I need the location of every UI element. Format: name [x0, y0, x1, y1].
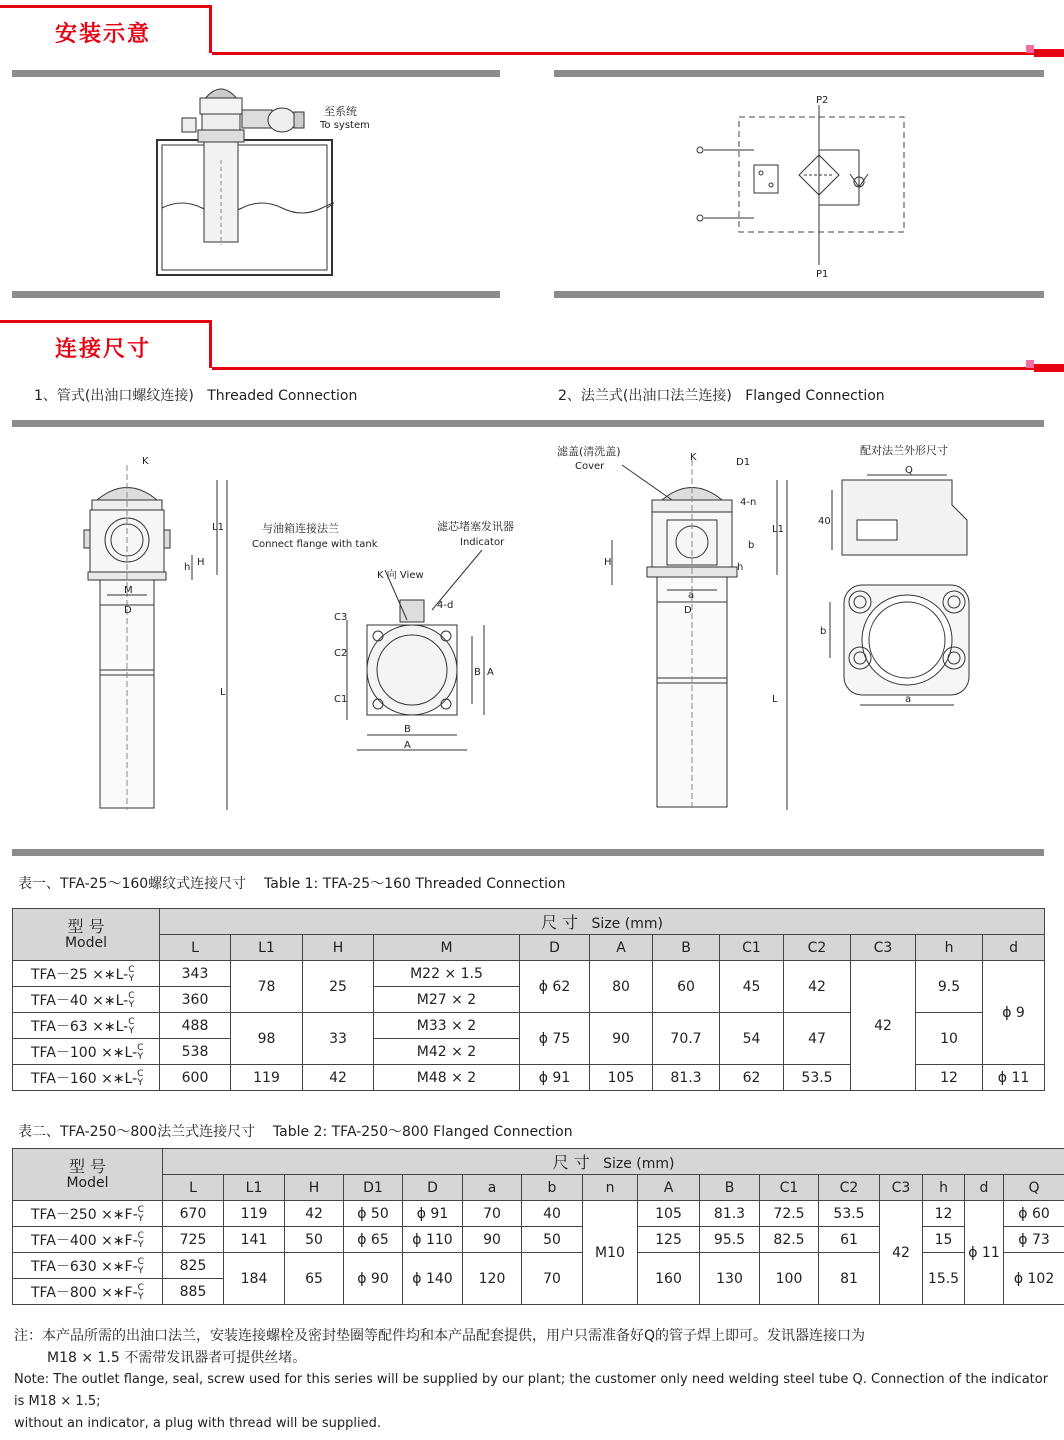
cell-D: ϕ 62 — [520, 961, 590, 1013]
cell-D1: ϕ 50 — [344, 1201, 403, 1227]
cell-d: ϕ 11 — [983, 1065, 1045, 1091]
cell-h: 12 — [923, 1201, 965, 1227]
cell-M: M42 × 2 — [374, 1039, 520, 1065]
cell-D: ϕ 91 — [403, 1201, 463, 1227]
cell-D: ϕ 75 — [520, 1013, 590, 1065]
c2-label: C2 — [334, 648, 348, 659]
cell-a: 120 — [463, 1253, 522, 1305]
section-marker-bar — [1034, 364, 1064, 372]
cell-L: 538 — [160, 1039, 231, 1065]
col-header: h — [923, 1175, 965, 1201]
cover-en: Cover — [575, 461, 605, 472]
cell-B: 81.3 — [700, 1201, 760, 1227]
model-header — [13, 1149, 163, 1201]
cell-h: 12 — [916, 1065, 983, 1091]
filter-schematic-drawing — [554, 70, 1044, 298]
note-cn-line2: M18 × 1.5 不需带发讯器者可提供丝堵。 — [47, 1350, 307, 1366]
model-cell: TFA－400 ×∗F-C Y — [13, 1227, 163, 1253]
cell-C2: 81 — [819, 1253, 880, 1305]
cell-h: 15 — [923, 1227, 965, 1253]
cell-C2: 53.5 — [819, 1201, 880, 1227]
cell-H: 65 — [285, 1253, 344, 1305]
size-header — [160, 909, 1045, 935]
b-side-label: B — [474, 667, 481, 678]
col-header: h — [916, 935, 983, 961]
cell-L: 825 — [163, 1253, 224, 1279]
flanged-caption-cn: 2、法兰式(出油口法兰连接) — [558, 388, 732, 404]
section-header-dims — [0, 320, 1064, 372]
col-header: C3 — [851, 935, 916, 961]
a-label: A — [404, 740, 411, 751]
cell-C3: 42 — [880, 1201, 923, 1305]
cell-B: 95.5 — [700, 1227, 760, 1253]
four-d-label: 4-d — [437, 600, 454, 611]
model-cell: TFA－800 ×∗F-C Y — [13, 1279, 163, 1305]
cell-n: M10 — [583, 1201, 638, 1305]
cell-D: ϕ 110 — [403, 1227, 463, 1253]
table2-caption-cn: 表二、TFA-250～800法兰式连接尺寸 — [18, 1124, 256, 1140]
k-view-label: K 向 View — [377, 570, 424, 581]
cell-h: 15.5 — [923, 1253, 965, 1305]
col-header: H — [285, 1175, 344, 1201]
col-header: C3 — [880, 1175, 923, 1201]
threaded-caption-cn: 1、管式(出油口螺纹连接) — [34, 388, 194, 404]
cell-L: 600 — [160, 1065, 231, 1091]
model-cell: TFA－100 ×∗L-C Y — [13, 1039, 160, 1065]
note-en-line1: Note: The outlet flange, seal, screw used for this series will be supplied by our plant; the customer only need welding steel tube Q. Connection of the indicator is M18 × 1.5; — [14, 1372, 1049, 1409]
flanged-d-label: D — [684, 605, 692, 616]
b-label: B — [404, 724, 411, 735]
cell-L: 725 — [163, 1227, 224, 1253]
size-header — [163, 1149, 1064, 1175]
model-header-en: Model — [66, 1174, 109, 1191]
threaded-k-label: K — [142, 456, 149, 467]
threaded-caption — [34, 385, 357, 405]
cell-C1: 100 — [760, 1253, 819, 1305]
q-label: Q — [905, 465, 913, 476]
cell-L: 488 — [160, 1013, 231, 1039]
model-cell: TFA－40 ×∗L-C Y — [13, 987, 160, 1013]
cell-C2: 42 — [784, 961, 851, 1013]
col-header: A — [590, 935, 653, 961]
col-header: n — [583, 1175, 638, 1201]
col-header: C2 — [819, 1175, 880, 1201]
col-header: d — [965, 1175, 1004, 1201]
to-system-cn: 至系统 — [324, 105, 357, 118]
c1-label: C1 — [334, 694, 348, 705]
cell-C1: 72.5 — [760, 1201, 819, 1227]
flanged-l-label: L — [772, 694, 778, 705]
cell-L: 885 — [163, 1279, 224, 1305]
cell-L1: 141 — [224, 1227, 285, 1253]
col-header: C1 — [760, 1175, 819, 1201]
size-header-en: Size (mm) — [591, 916, 663, 932]
col-header: d — [983, 935, 1045, 961]
note-block — [14, 1325, 1054, 1435]
cell-h: 9.5 — [916, 961, 983, 1013]
col-header: L — [160, 935, 231, 961]
threaded-h-label: H — [197, 557, 205, 568]
cell-M: M33 × 2 — [374, 1013, 520, 1039]
cell-A: 125 — [638, 1227, 700, 1253]
cell-C2: 53.5 — [784, 1065, 851, 1091]
table2-caption-en: Table 2: TFA-250～800 Flanged Connection — [272, 1124, 573, 1140]
tank-flange-en: Connect flange with tank — [252, 539, 378, 550]
c3-label: C3 — [334, 612, 348, 623]
section-rule — [212, 367, 1064, 370]
flanged-a-label: a — [688, 590, 695, 601]
dimension-drawings-panel — [12, 420, 1044, 856]
section-title-dims: 连接尺寸 — [55, 337, 152, 362]
flanged-caption-en: Flanged Connection — [745, 388, 885, 404]
install-diagram-panel — [12, 70, 500, 298]
d1-label: D1 — [736, 457, 751, 468]
cell-A: 80 — [590, 961, 653, 1013]
cell-M: M27 × 2 — [374, 987, 520, 1013]
model-cell: TFA－160 ×∗L-C Y — [13, 1065, 160, 1091]
cell-D: ϕ 91 — [520, 1065, 590, 1091]
table-row — [13, 1201, 1064, 1227]
col-header: L1 — [224, 1175, 285, 1201]
cell-d: ϕ 9 — [983, 961, 1045, 1065]
col-header: H — [303, 935, 374, 961]
threaded-l1-label: L1 — [212, 522, 224, 533]
cell-H: 42 — [303, 1065, 374, 1091]
section-marker-bar — [1034, 49, 1064, 57]
cell-C1: 45 — [720, 961, 784, 1013]
model-cell: TFA－630 ×∗F-C Y — [13, 1253, 163, 1279]
dimension-drawings — [12, 420, 1044, 856]
cell-L: 360 — [160, 987, 231, 1013]
cell-H: 25 — [303, 961, 374, 1013]
cell-A: 105 — [638, 1201, 700, 1227]
col-header: D1 — [344, 1175, 403, 1201]
cell-Q: ϕ 73 — [1004, 1227, 1064, 1253]
cell-L1: 119 — [231, 1065, 303, 1091]
col-header: L — [163, 1175, 224, 1201]
cell-D: ϕ 140 — [403, 1253, 463, 1305]
flanged-b-label: b — [748, 540, 755, 551]
mating-flange-cn: 配对法兰外形尺寸 — [860, 444, 948, 457]
table-row — [13, 961, 1045, 987]
col-header: b — [522, 1175, 583, 1201]
threaded-m-label: M — [124, 585, 133, 596]
cell-B: 70.7 — [653, 1013, 720, 1065]
hydraulic-schematic-panel — [554, 70, 1044, 298]
a-side-label: A — [487, 667, 494, 678]
to-system-en: To system — [320, 120, 370, 131]
flanged-l1-label: L1 — [772, 524, 784, 535]
cell-L1: 78 — [231, 961, 303, 1013]
cell-C1: 62 — [720, 1065, 784, 1091]
col-header: Q — [1004, 1175, 1064, 1201]
model-cell: TFA－25 ×∗L-C Y — [13, 961, 160, 987]
cell-a: 70 — [463, 1201, 522, 1227]
cell-A: 160 — [638, 1253, 700, 1305]
indicator-en: Indicator — [460, 537, 505, 548]
threaded-hh-label: h — [184, 562, 191, 573]
cell-L1: 184 — [224, 1253, 285, 1305]
col-header: D — [520, 935, 590, 961]
model-header-en: Model — [64, 934, 108, 951]
cell-Q: ϕ 60 — [1004, 1201, 1064, 1227]
cell-C1: 82.5 — [760, 1227, 819, 1253]
cell-L: 343 — [160, 961, 231, 987]
cell-D1: ϕ 65 — [344, 1227, 403, 1253]
cell-C2: 61 — [819, 1227, 880, 1253]
threaded-d-label: D — [124, 605, 132, 616]
cell-D1: ϕ 90 — [344, 1253, 403, 1305]
indicator-cn: 滤芯堵塞发讯器 — [437, 520, 514, 533]
model-cell: TFA－63 ×∗L-C Y — [13, 1013, 160, 1039]
cell-B: 130 — [700, 1253, 760, 1305]
flanged-k-label: K — [690, 452, 697, 463]
cell-C1: 54 — [720, 1013, 784, 1065]
col-header: C1 — [720, 935, 784, 961]
cell-A: 90 — [590, 1013, 653, 1065]
cell-M: M22 × 1.5 — [374, 961, 520, 987]
col-header: C2 — [784, 935, 851, 961]
threaded-l-label: L — [220, 687, 226, 698]
table1 — [12, 908, 1045, 1091]
cell-b: 50 — [522, 1227, 583, 1253]
col-header: a — [463, 1175, 522, 1201]
size-header-cn: 尺 寸 — [552, 1153, 590, 1172]
cell-H: 33 — [303, 1013, 374, 1065]
table1-caption — [18, 873, 565, 893]
section-marker — [1026, 360, 1034, 368]
cell-b: 70 — [522, 1253, 583, 1305]
cell-L: 670 — [163, 1201, 224, 1227]
tank-install-drawing — [12, 70, 500, 298]
col-header: A — [638, 1175, 700, 1201]
col-header: B — [700, 1175, 760, 1201]
cell-H: 42 — [285, 1201, 344, 1227]
threaded-caption-en: Threaded Connection — [207, 388, 358, 404]
table1-caption-cn: 表一、TFA-25～160螺纹式连接尺寸 — [18, 876, 247, 892]
size-header-en: Size (mm) — [603, 1156, 675, 1172]
size-header-cn: 尺 寸 — [541, 913, 579, 932]
cell-L1: 98 — [231, 1013, 303, 1065]
table2 — [12, 1148, 1064, 1305]
flange-a-label: a — [905, 694, 912, 705]
section-tab — [0, 5, 212, 53]
section-title-install: 安装示意 — [55, 22, 152, 47]
model-header-cn: 型 号 — [67, 916, 105, 936]
cell-L1: 119 — [224, 1201, 285, 1227]
cell-C2: 47 — [784, 1013, 851, 1065]
col-header: D — [403, 1175, 463, 1201]
cell-B: 81.3 — [653, 1065, 720, 1091]
model-header — [13, 909, 160, 961]
section-rule — [212, 52, 1064, 55]
cell-A: 105 — [590, 1065, 653, 1091]
table1-caption-en: Table 1: TFA-25～160 Threaded Connection — [264, 876, 566, 892]
flange-b-label: b — [820, 626, 827, 637]
section-marker — [1026, 45, 1034, 53]
flanged-hh-label: h — [737, 562, 744, 573]
p2-label: P2 — [816, 95, 829, 106]
cell-M: M48 × 2 — [374, 1065, 520, 1091]
dim-40-label: 40 — [818, 516, 831, 527]
note-en-line2: without an indicator, a plug with thread will be supplied. — [14, 1416, 381, 1431]
flanged-caption — [558, 385, 885, 405]
note-cn-line1: 注：本产品所需的出油口法兰，安装连接螺栓及密封垫圈等配件均和本产品配套提供，用户只需准备好Q的管子焊上即可。发讯器连接口为 — [14, 1328, 866, 1344]
cell-d: ϕ 11 — [965, 1201, 1004, 1305]
col-header: L1 — [231, 935, 303, 961]
table2-caption — [18, 1121, 573, 1141]
cell-a: 90 — [463, 1227, 522, 1253]
cell-Q: ϕ 102 — [1004, 1253, 1064, 1305]
model-cell: TFA－250 ×∗F-C Y — [13, 1201, 163, 1227]
flanged-h-label: H — [604, 557, 612, 568]
cell-B: 60 — [653, 961, 720, 1013]
section-tab — [0, 320, 212, 368]
cover-cn: 滤盖(清洗盖) — [557, 445, 621, 458]
four-n-label: 4-n — [740, 497, 757, 508]
model-header-cn: 型 号 — [68, 1156, 107, 1176]
cell-H: 50 — [285, 1227, 344, 1253]
col-header: B — [653, 935, 720, 961]
cell-h: 10 — [916, 1013, 983, 1065]
section-header-install — [0, 5, 1064, 57]
cell-C3: 42 — [851, 961, 916, 1091]
p1-label: P1 — [816, 269, 829, 280]
tank-flange-cn: 与油箱连接法兰 — [262, 522, 339, 535]
cell-b: 40 — [522, 1201, 583, 1227]
col-header: M — [374, 935, 520, 961]
